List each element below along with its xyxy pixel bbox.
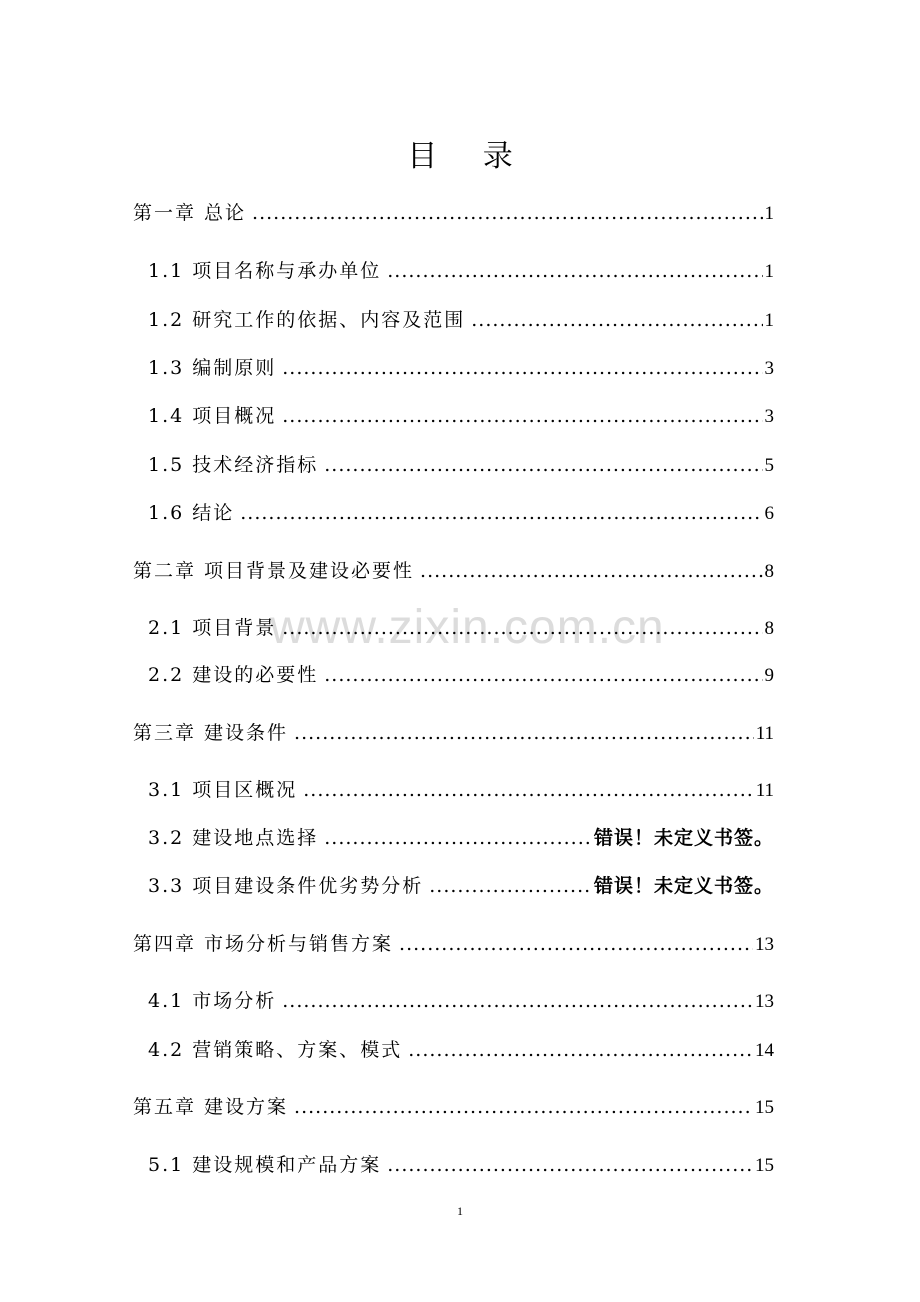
- toc-entry-page: 6: [764, 503, 774, 524]
- toc-leader-dots: [324, 660, 762, 690]
- toc-leader-dots: [324, 450, 762, 480]
- toc-leader-dots: [408, 1035, 753, 1065]
- toc-leader-dots: [282, 613, 762, 643]
- toc-entry[interactable]: [148, 305, 774, 335]
- toc-entry[interactable]: [148, 660, 774, 690]
- toc-entry-text: 3.3 项目建设条件优劣势分析: [148, 875, 424, 897]
- toc-entry[interactable]: [133, 556, 774, 586]
- toc-leader-dots: [282, 353, 762, 383]
- toc-entry-page: 9: [764, 665, 774, 686]
- toc-leader-dots: [294, 718, 754, 748]
- toc-leader-dots: [324, 823, 592, 853]
- toc-entry-page-error: 错误！未定义书签。: [593, 875, 774, 897]
- watermark: www.zixin.com.cn: [270, 601, 665, 654]
- toc-entry-page: 11: [755, 723, 774, 744]
- toc-entry-text: 第二章 项目背景及建设必要性: [133, 560, 415, 582]
- toc-entry-text: 第五章 建设方案: [133, 1096, 289, 1118]
- toc-entry-page: 13: [755, 991, 774, 1012]
- toc-entry[interactable]: [148, 871, 774, 901]
- toc-entry[interactable]: [148, 450, 774, 480]
- toc-entry-text: 1.3 编制原则: [148, 357, 277, 379]
- toc-entry[interactable]: [148, 986, 774, 1016]
- toc-entry-page: 15: [755, 1097, 774, 1118]
- toc-leader-dots: [282, 401, 762, 431]
- page-number: 1: [457, 1204, 463, 1218]
- toc-entry[interactable]: [148, 353, 774, 383]
- toc-entry[interactable]: [133, 198, 774, 228]
- toc-leader-dots: [420, 556, 762, 586]
- toc-entry[interactable]: [148, 498, 774, 528]
- toc-entry-text: 4.2 营销策略、方案、模式: [148, 1039, 403, 1061]
- toc-entry-text: 第四章 市场分析与销售方案: [133, 933, 394, 955]
- toc-entry-text: 第三章 建设条件: [133, 722, 289, 744]
- toc-entry-page: 5: [764, 455, 774, 476]
- toc-leader-dots: [399, 929, 753, 959]
- toc-entry-text: 2.1 项目背景: [148, 617, 277, 639]
- toc-entry[interactable]: [148, 1035, 774, 1065]
- toc-leader-dots: [282, 986, 753, 1016]
- toc-entry-text: 1.6 结论: [148, 502, 235, 524]
- toc-leader-dots: [429, 871, 592, 901]
- toc-entry[interactable]: [133, 1092, 774, 1122]
- toc-entry[interactable]: [148, 401, 774, 431]
- toc-entry[interactable]: [148, 823, 774, 853]
- toc-entry-text: 1.1 项目名称与承办单位: [148, 260, 382, 282]
- toc-entry-text: 4.1 市场分析: [148, 990, 277, 1012]
- toc-entry-page: 3: [764, 358, 774, 379]
- toc-entry-page: 3: [764, 406, 774, 427]
- toc-entry-text: 1.4 项目概况: [148, 405, 277, 427]
- toc-entry-page: 13: [755, 934, 774, 955]
- toc-leader-dots: [471, 305, 762, 335]
- toc-entry[interactable]: [133, 718, 774, 748]
- toc-entry-text: 3.2 建设地点选择: [148, 827, 319, 849]
- toc-leader-dots: [252, 198, 762, 228]
- toc-entry-page: 14: [755, 1040, 774, 1061]
- toc-entry-text: 3.1 项目区概况: [148, 779, 298, 801]
- toc-entry-page-error: 错误！未定义书签。: [593, 827, 774, 849]
- toc-entry-text: 2.2 建设的必要性: [148, 664, 319, 686]
- toc-entry[interactable]: [148, 613, 774, 643]
- toc-entry[interactable]: [148, 775, 774, 805]
- toc-leader-dots: [387, 256, 762, 286]
- toc-entry-text: 5.1 建设规模和产品方案: [148, 1154, 382, 1176]
- toc-entry-text: 1.2 研究工作的依据、内容及范围: [148, 309, 466, 331]
- toc-leader-dots: [294, 1092, 753, 1122]
- toc-entry-text: 第一章 总论: [133, 202, 247, 224]
- toc-entry-text: 1.5 技术经济指标: [148, 454, 319, 476]
- toc-leader-dots: [387, 1150, 753, 1180]
- toc-entry-page: 8: [764, 618, 774, 639]
- toc-leader-dots: [240, 498, 762, 528]
- toc-leader-dots: [303, 775, 753, 805]
- toc-entry[interactable]: [148, 1150, 774, 1180]
- toc-title: 目 录: [407, 139, 531, 174]
- toc-entry[interactable]: [148, 256, 774, 286]
- toc-entry-page: 1: [764, 310, 774, 331]
- toc-entry-page: 15: [755, 1155, 774, 1176]
- toc-entry-page: 1: [764, 261, 774, 282]
- toc-entry[interactable]: [133, 929, 774, 959]
- toc-entry-page: 8: [764, 561, 774, 582]
- toc-entry-page: 1: [764, 203, 774, 224]
- toc-entry-page: 11: [755, 780, 774, 801]
